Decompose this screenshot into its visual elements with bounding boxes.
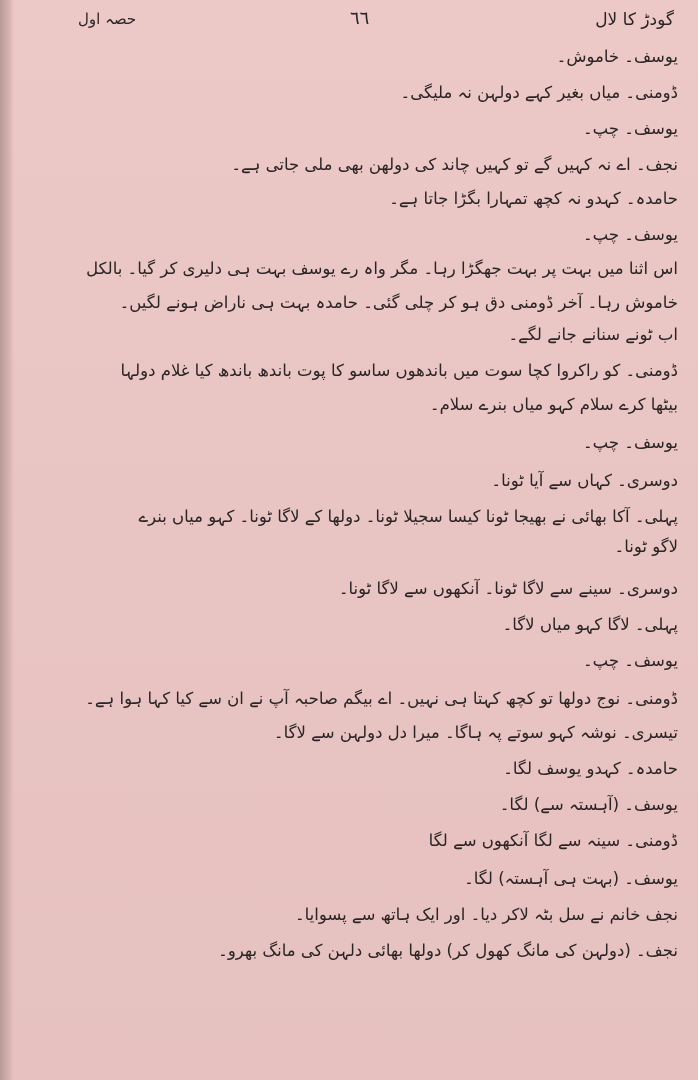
text-line: ڈومنی۔ سینہ سے لگا آنکھوں سے لگا [428,831,678,850]
text-line: یوسف۔ چپ۔ [582,651,678,670]
text-line: ڈومنی۔ نوج دولھا تو کچھ کہتا ہی نہیں۔ اے بیگم صاحبہ آپ نے ان سے کیا کہا ہوا ہے۔ [85,689,678,708]
text-line: اس اثنا میں بہت پر بہت جھگڑا رہا۔ مگر واہ رے یوسف بہت ہی دلیری کر گیا۔ بالکل [86,259,678,278]
section-label: حصہ اول [78,10,137,28]
text-line: پہلی۔ لاگا کہو میاں لاگا۔ [502,615,678,634]
text-line: یوسف۔ (بہت ہی آہستہ) لگا۔ [464,869,678,888]
text-line: اب ٹونے سنانے جانے لگے۔ [508,325,678,344]
text-line: بیٹھا کرے سلام کہو میاں بنرے سلام۔ [429,395,678,414]
text-line: دوسری۔ سینے سے لاگا ٹونا۔ آنکھوں سے لاگا ٹونا۔ [338,579,678,598]
text-line: یوسف۔ چپ۔ [582,119,678,138]
text-line: یوسف۔ خاموش۔ [556,47,678,66]
text-line: لاگو ٹونا۔ [614,537,678,556]
text-line: یوسف۔ چپ۔ [582,433,678,452]
text-line: دوسری۔ کہاں سے آیا ٹونا۔ [491,471,678,490]
text-line: تیسری۔ نوشہ کہو سوتے پہ ہاگا۔ میرا دل دولہن سے لاگا۔ [273,723,678,742]
text-line: ڈومنی۔ میاں بغیر کہے دولہن نہ ملیگی۔ [400,83,678,102]
page-edge-shadow [0,0,14,1080]
text-line: نجف خانم نے سل بٹہ لاکر دیا۔ اور ایک ہاتھ سے پسوایا۔ [294,905,678,924]
page-body [60,44,678,962]
text-line: نجف۔ اے نہ کہیں گے تو کہیں چاند کی دولھن بھی ملی جاتی ہے۔ [231,155,678,174]
text-line: نجف۔ (دولہن کی مانگ کھول کر) دولھا بھائی دلہن کی مانگ بھرو۔ [218,941,678,960]
text-line: پہلی۔ آکا بھائی نے بھیجا ٹونا کیسا سجیلا ٹونا۔ دولھا کے لاگا ٹونا۔ کہو میاں بنرے [138,507,678,526]
text-line: حامدہ۔ کہدو نہ کچھ تمہارا بگڑا جاتا ہے۔ [389,189,678,208]
text-line: حامدہ۔ کہدو یوسف لگا۔ [503,759,678,778]
page-number: ٦٦ [350,8,370,29]
text-line: خاموش رہا۔ آخر ڈومنی دق ہو کر چلی گئی۔ حامدہ بہت ہی ناراض ہونے لگیں۔ [119,293,678,312]
book-title: گودڑ کا لال [595,10,674,30]
page-header [0,6,698,40]
text-line: یوسف۔ چپ۔ [582,225,678,244]
text-line: یوسف۔ (آہستہ سے) لگا۔ [499,795,678,814]
text-line: ڈومنی۔ کو راکروا کچا سوت میں باندھوں ساسو کا پوت باندھ باندھ کیا غلام دولہا [120,361,678,380]
